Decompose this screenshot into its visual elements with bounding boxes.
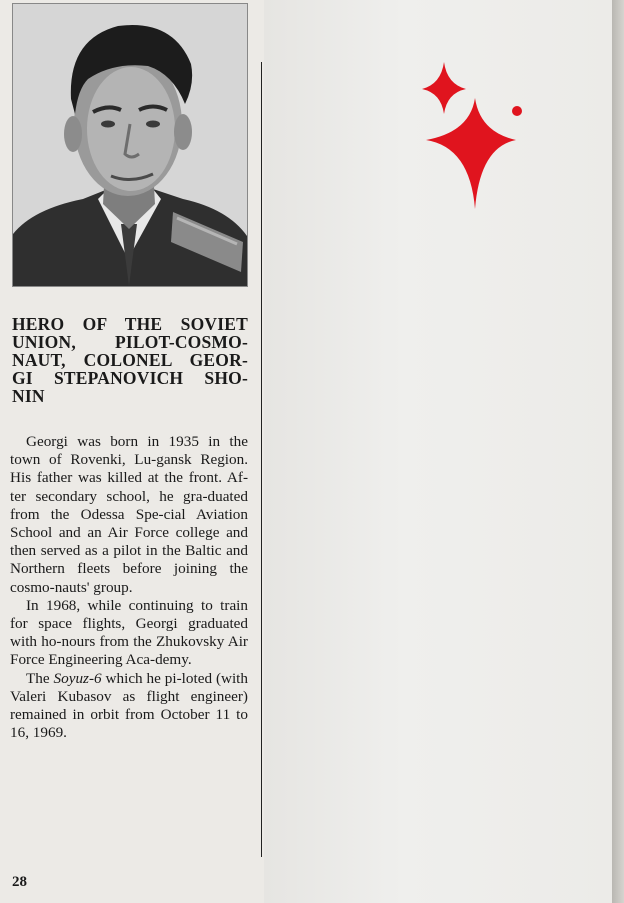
heading-line: NIN <box>12 386 45 406</box>
spacecraft-name: Soyuz-6 <box>53 669 102 687</box>
heading-line: HERO OF THE SOVIET <box>12 314 248 334</box>
bio-paragraph-birth: Georgi was born in 1935 in the town of Rovenki, Lu-gansk Region. His father was killed at the front. Af-ter secondary school, he gra-duated from the Odessa Spe-cial Aviation School and an Air Force college and then served as a pilot in the Baltic and Northern fleets before joining the cosmo-nauts' group. <box>10 433 248 596</box>
page-number: 28 <box>12 874 27 890</box>
heading-line: GI STEPANOVICH SHO- <box>12 368 248 388</box>
cosmonaut-portrait-photo <box>12 3 248 287</box>
heading-line: NAUT, COLONEL GEOR- <box>12 350 248 370</box>
page-edge <box>612 0 624 903</box>
bio-paragraph-academy: In 1968, while continuing to train for space flights, Georgi graduated with ho-nours from the Zhukovsky Air Force Engineering Aca-demy. <box>10 596 248 669</box>
cosmonaut-title-heading <box>12 315 248 405</box>
bio-text-suffix: which he pi-loted (with Valeri Kubasov as flight engineer) remained in orbit from October 11 to 16, 1969. <box>10 669 248 742</box>
heading-line: UNION, PILOT-COSMO- <box>12 332 248 352</box>
bio-text-prefix: The <box>26 669 54 687</box>
red-stars-icon <box>416 56 534 216</box>
bio-paragraph-soyuz <box>10 670 248 743</box>
biography-text <box>10 433 248 742</box>
column-divider-rule <box>261 62 262 857</box>
